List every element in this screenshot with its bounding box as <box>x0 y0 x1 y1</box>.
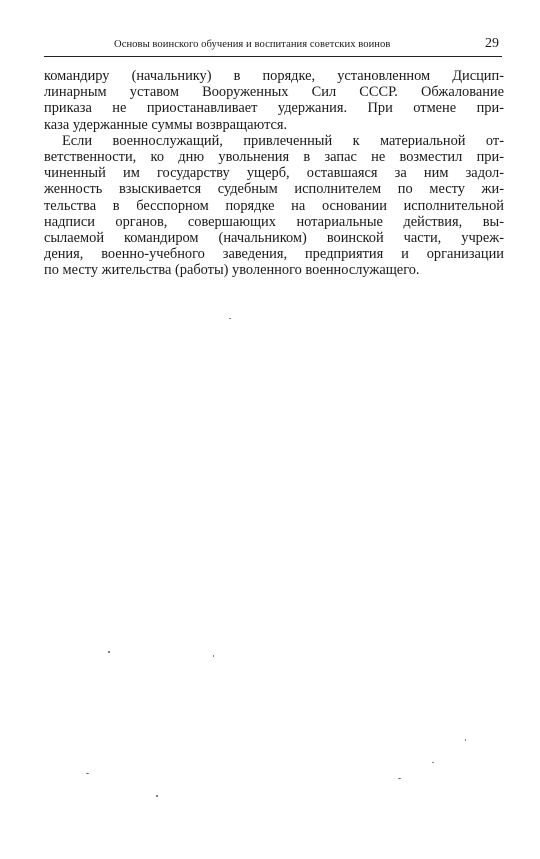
scan-speck <box>432 762 434 763</box>
text-line: сылаемой командиром (начальником) воинской части, учреж- <box>44 229 504 246</box>
text-line: Если военнослужащий, привлеченный к материальной от- <box>62 132 504 149</box>
text-line: тельства в бесспорном порядке на основании исполнительной <box>44 197 504 214</box>
running-title: Основы воинского обучения и воспитания советских воинов <box>114 39 391 50</box>
scan-speck <box>398 778 401 779</box>
text-line: каза удержанные суммы возвращаются. <box>44 116 288 133</box>
body-text <box>44 68 504 278</box>
scan-speck <box>86 773 89 774</box>
scan-speck <box>229 318 231 319</box>
text-line: дения, военно-учебного заведения, предприятия и организации <box>44 246 504 263</box>
text-line: надписи органов, совершающих нотариальные действия, вы- <box>44 213 504 230</box>
running-header <box>44 34 502 57</box>
text-line: чиненный им государству ущерб, оставшаяся за ним задол- <box>44 165 504 182</box>
text-line: по месту жительства (работы) уволенного военнослужащего. <box>44 262 420 279</box>
paragraph-1 <box>44 68 504 133</box>
text-line: линарным уставом Вооруженных Сил СССР. Обжалование <box>44 84 504 101</box>
text-line: приказа не приостанавливает удержания. При отмене при- <box>44 100 504 117</box>
scan-speck <box>156 795 158 797</box>
scan-speck <box>213 655 214 657</box>
scan-speck <box>108 651 110 653</box>
text-line: женность взыскивается судебным исполнителем по месту жи- <box>44 181 504 198</box>
page-number: 29 <box>485 36 499 51</box>
scan-speck <box>465 739 466 741</box>
paragraph-2 <box>44 133 504 279</box>
text-line: ветственности, ко дню увольнения в запас не возместил при- <box>44 148 504 165</box>
text-line: командиру (начальнику) в порядке, установленном Дисцип- <box>44 68 504 84</box>
